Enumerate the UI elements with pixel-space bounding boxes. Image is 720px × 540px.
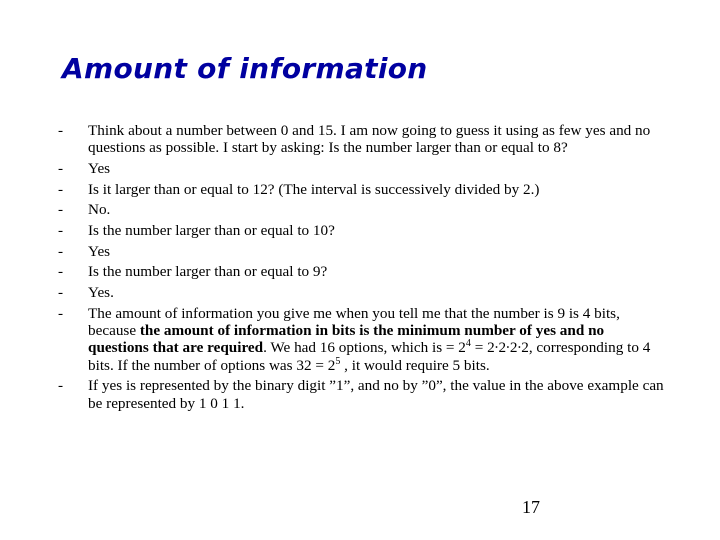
bullet-text: Is the number larger than or equal to 10? bbox=[88, 222, 335, 240]
bullet-marker: - bbox=[58, 159, 64, 177]
slide-title: Amount of information bbox=[62, 52, 428, 85]
bullet-text: No. bbox=[88, 201, 111, 219]
bullet-text-bold: the amount of information in bits is the minimum number of yes and no questions that are required bbox=[88, 322, 605, 357]
bullet-text: Yes bbox=[88, 242, 111, 260]
bullet-item bbox=[58, 222, 668, 239]
bullet-marker: - bbox=[58, 180, 64, 198]
bullet-text: Yes bbox=[88, 159, 111, 177]
bullet-marker: - bbox=[58, 201, 64, 219]
bullet-item bbox=[58, 243, 668, 260]
bullet-text: Is it larger than or equal to 12? (The interval is successively divided by 2.) bbox=[88, 180, 540, 198]
bullet-text-part: The amount of information you give me when you tell me that the number is 9 is 4 bits, because bbox=[88, 304, 620, 340]
bullet-item bbox=[58, 305, 668, 374]
bullet-marker: - bbox=[58, 242, 64, 260]
bullet-text-part: . We had 16 options, which is = 2 bbox=[263, 339, 466, 357]
exponent: 5 bbox=[335, 355, 341, 367]
bullet-marker: - bbox=[58, 304, 64, 322]
bullet-marker: - bbox=[58, 222, 64, 240]
bullet-text: If yes is represented by the binary digit ”1”, and no by ”0”, the value in the above example can be represented by 1 0 1 1. bbox=[88, 377, 664, 412]
bullet-text bbox=[88, 305, 668, 374]
bullet-item bbox=[58, 201, 668, 218]
bullet-marker: - bbox=[58, 263, 64, 281]
bullet-marker: - bbox=[58, 284, 64, 302]
bullet-item bbox=[58, 181, 668, 198]
bullet-item bbox=[58, 122, 668, 157]
bullet-item bbox=[58, 160, 668, 177]
bullet-item bbox=[58, 377, 668, 412]
bullet-marker: - bbox=[58, 377, 64, 395]
bullet-marker: - bbox=[58, 122, 64, 139]
bullet-text-part: = 2∙2∙2∙2, corresponding to 4 bits. If the number of options was 32 = 2 bbox=[88, 339, 651, 374]
bullet-item bbox=[58, 284, 668, 301]
bullet-text: Is the number larger than or equal to 9? bbox=[88, 263, 328, 281]
bullet-text-part: , it would require 5 bits. bbox=[340, 356, 490, 374]
bullet-text: Think about a number between 0 and 15. I am now going to guess it using as few yes and no questions as possible. I start by asking: Is the number larger than or equal to 8? bbox=[88, 122, 651, 157]
exponent: 4 bbox=[465, 338, 471, 350]
page-number: 17 bbox=[522, 497, 540, 517]
bullet-item bbox=[58, 263, 668, 280]
bullet-text: Yes. bbox=[88, 284, 114, 302]
bullet-list bbox=[58, 122, 668, 415]
